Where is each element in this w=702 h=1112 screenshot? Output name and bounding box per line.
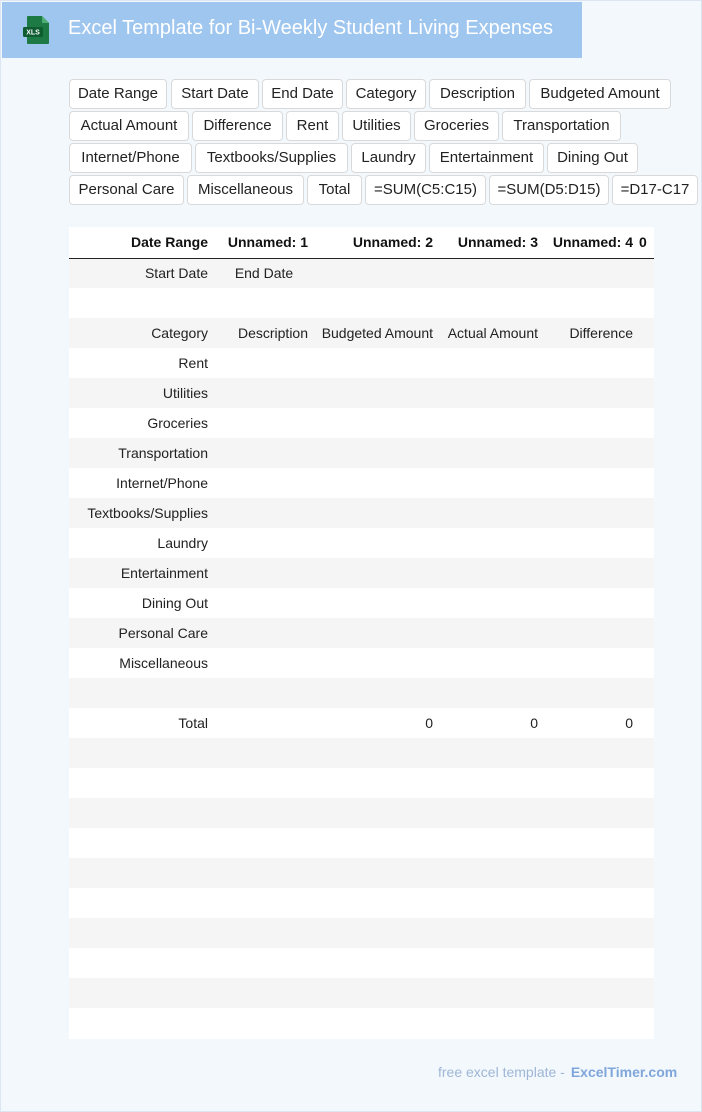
table-row [69,618,654,648]
table-cell [214,828,314,858]
table-cell [544,348,639,378]
table-cell [214,348,314,378]
table-cell [544,528,639,558]
column-header: 0 [639,227,654,258]
tag-difference[interactable]: Difference [192,111,283,141]
table-cell [639,768,654,798]
tag-personal-care[interactable]: Personal Care [69,175,184,205]
table-cell [214,648,314,678]
table-cell [639,348,654,378]
table-cell [69,948,214,978]
table-cell [314,888,439,918]
table-cell [639,588,654,618]
table-cell [214,798,314,828]
data-table [69,227,654,1038]
table-cell [214,498,314,528]
table-cell: Total [69,708,214,738]
table-cell [439,408,544,438]
tag-utilities[interactable]: Utilities [342,111,411,141]
tag-dining-out[interactable]: Dining Out [547,143,638,173]
table-cell [639,498,654,528]
table-cell [439,618,544,648]
table-cell [214,768,314,798]
table-cell [544,558,639,588]
table-row [69,498,654,528]
table-cell [314,588,439,618]
tag-laundry[interactable]: Laundry [351,143,426,173]
table-cell [214,708,314,738]
table-cell [544,468,639,498]
column-header: Unnamed: 2 [314,227,439,258]
table-row [69,888,654,918]
table-row [69,798,654,828]
table-cell [639,618,654,648]
table-cell [439,498,544,528]
table-cell [544,498,639,528]
table-cell [314,378,439,408]
table-cell [314,1008,439,1038]
table-cell [314,468,439,498]
table-cell [314,858,439,888]
tag-end-date[interactable]: End Date [262,79,343,109]
table-cell [214,978,314,1008]
table-row [69,918,654,948]
table-cell [639,318,654,348]
table-row [69,468,654,498]
table-cell [69,978,214,1008]
table-row [69,558,654,588]
table-row [69,708,654,738]
table-cell [544,978,639,1008]
table-cell [639,708,654,738]
table-cell [214,888,314,918]
table-cell [314,948,439,978]
table-cell [314,918,439,948]
table-cell: 0 [439,708,544,738]
tag-rent[interactable]: Rent [286,111,339,141]
table-cell: Start Date [69,258,214,288]
table-cell [639,738,654,768]
table-cell: Difference [544,318,639,348]
table-cell [314,768,439,798]
table-cell [439,978,544,1008]
table-cell [314,558,439,588]
table-cell [544,738,639,768]
table-cell [214,468,314,498]
table-cell [214,438,314,468]
table-cell [439,738,544,768]
table-cell [439,648,544,678]
table-cell: Description [214,318,314,348]
table-row [69,528,654,558]
data-table-container [69,227,654,1039]
table-cell: Utilities [69,378,214,408]
table-cell [639,558,654,588]
table-cell [214,528,314,558]
table-cell [314,408,439,438]
table-cell [214,918,314,948]
tag-budgeted-amount[interactable]: Budgeted Amount [529,79,671,109]
table-cell [69,798,214,828]
table-row [69,258,654,288]
table-cell [544,678,639,708]
table-cell [314,798,439,828]
column-header: Unnamed: 1 [214,227,314,258]
column-header: Unnamed: 3 [439,227,544,258]
table-cell [314,738,439,768]
table-cell [314,528,439,558]
table-row [69,768,654,798]
table-row [69,288,654,318]
tag-sum-budgeted[interactable]: =SUM(C5:C15) [365,175,486,205]
footer-brand-link[interactable]: ExcelTimer.com [570,1064,678,1080]
table-cell [214,288,314,318]
table-cell [544,408,639,438]
table-cell [639,528,654,558]
table-cell [214,618,314,648]
table-cell [69,888,214,918]
table-cell [69,858,214,888]
table-cell [439,588,544,618]
table-cell [439,468,544,498]
table-row [69,978,654,1008]
table-cell [439,678,544,708]
table-row [69,948,654,978]
table-cell: Internet/Phone [69,468,214,498]
tag-entertainment[interactable]: Entertainment [429,143,544,173]
table-cell [639,288,654,318]
tag-sum-actual[interactable]: =SUM(D5:D15) [489,175,609,205]
table-cell [639,438,654,468]
table-cell [544,648,639,678]
tag-total[interactable]: Total [307,175,362,205]
table-row [69,1008,654,1038]
table-cell: Entertainment [69,558,214,588]
table-cell [544,948,639,978]
table-header-row [69,227,654,258]
table-cell: Personal Care [69,618,214,648]
table-cell [69,288,214,318]
tag-date-range[interactable]: Date Range [69,79,167,109]
table-cell [214,558,314,588]
table-cell: Groceries [69,408,214,438]
table-cell [314,288,439,318]
table-cell [214,858,314,888]
table-cell [214,588,314,618]
table-cell: Transportation [69,438,214,468]
table-row [69,348,654,378]
logo-text: XLS [26,29,40,37]
table-cell [214,378,314,408]
table-cell: Laundry [69,528,214,558]
tag-textbooks-supplies[interactable]: Textbooks/Supplies [195,143,348,173]
tag-difference-formula[interactable]: =D17-C17 [612,175,698,205]
table-cell [314,828,439,858]
table-cell [639,1008,654,1038]
tag-category[interactable]: Category [346,79,426,109]
table-cell [314,438,439,468]
table-cell [639,258,654,288]
table-cell [69,918,214,948]
table-row [69,738,654,768]
table-cell [69,738,214,768]
table-cell: Rent [69,348,214,378]
table-cell [639,918,654,948]
table-cell [439,378,544,408]
table-cell [544,288,639,318]
table-cell [639,858,654,888]
table-cell [544,768,639,798]
table-cell: Budgeted Amount [314,318,439,348]
table-cell [314,348,439,378]
table-cell: End Date [214,258,314,288]
table-cell: Actual Amount [439,318,544,348]
header-banner [2,2,582,58]
table-cell [439,558,544,588]
table-cell [439,768,544,798]
column-header: Unnamed: 4 [544,227,639,258]
table-cell [214,678,314,708]
table-row [69,588,654,618]
table-cell [439,828,544,858]
table-cell: Miscellaneous [69,648,214,678]
table-cell [544,258,639,288]
table-cell [314,258,439,288]
table-cell [544,888,639,918]
tag-description[interactable]: Description [429,79,526,109]
table-cell [314,978,439,1008]
table-cell [69,828,214,858]
tag-transportation[interactable]: Transportation [502,111,621,141]
table-cell [439,348,544,378]
table-cell [544,618,639,648]
table-cell [639,948,654,978]
table-cell [214,1008,314,1038]
table-cell [314,648,439,678]
table-cell [639,678,654,708]
table-cell: Dining Out [69,588,214,618]
table-cell [69,1008,214,1038]
footer-text: free excel template - [438,1064,565,1080]
table-cell [439,888,544,918]
table-cell [639,648,654,678]
table-cell [639,888,654,918]
table-cell [544,858,639,888]
table-cell: 0 [314,708,439,738]
table-row [69,828,654,858]
table-cell [214,738,314,768]
tag-groceries[interactable]: Groceries [414,111,499,141]
table-cell [214,408,314,438]
table-cell [544,378,639,408]
table-cell [314,678,439,708]
table-row [69,648,654,678]
table-cell [544,798,639,828]
table-cell [439,438,544,468]
tag-internet-phone[interactable]: Internet/Phone [69,143,192,173]
table-cell [439,798,544,828]
table-cell [439,528,544,558]
table-cell [544,1008,639,1038]
table-cell [639,828,654,858]
footer-credit [438,1064,677,1080]
table-cell: Category [69,318,214,348]
table-row [69,408,654,438]
table-row [69,318,654,348]
table-cell [314,618,439,648]
table-row [69,438,654,468]
table-cell [544,918,639,948]
table-cell [544,828,639,858]
column-header: Date Range [69,227,214,258]
table-cell [639,798,654,828]
excel-xls-icon [22,15,52,45]
table-cell [544,438,639,468]
table-cell [639,408,654,438]
table-cell [639,468,654,498]
table-cell [439,1008,544,1038]
table-row [69,858,654,888]
tag-miscellaneous[interactable]: Miscellaneous [187,175,304,205]
table-cell [439,918,544,948]
table-cell [439,948,544,978]
table-cell [439,858,544,888]
table-cell [639,378,654,408]
table-cell [69,678,214,708]
table-cell [639,978,654,1008]
table-cell: 0 [544,708,639,738]
table-cell [439,288,544,318]
table-cell [69,768,214,798]
table-cell [314,498,439,528]
table-cell [214,948,314,978]
table-cell [544,588,639,618]
table-body [69,258,654,1038]
table-cell: Textbooks/Supplies [69,498,214,528]
tag-start-date[interactable]: Start Date [171,79,259,109]
table-row [69,378,654,408]
page-title: Excel Template for Bi-Weekly Student Living Expenses [68,17,554,39]
table-row [69,678,654,708]
tag-actual-amount[interactable]: Actual Amount [69,111,189,141]
table-cell [439,258,544,288]
